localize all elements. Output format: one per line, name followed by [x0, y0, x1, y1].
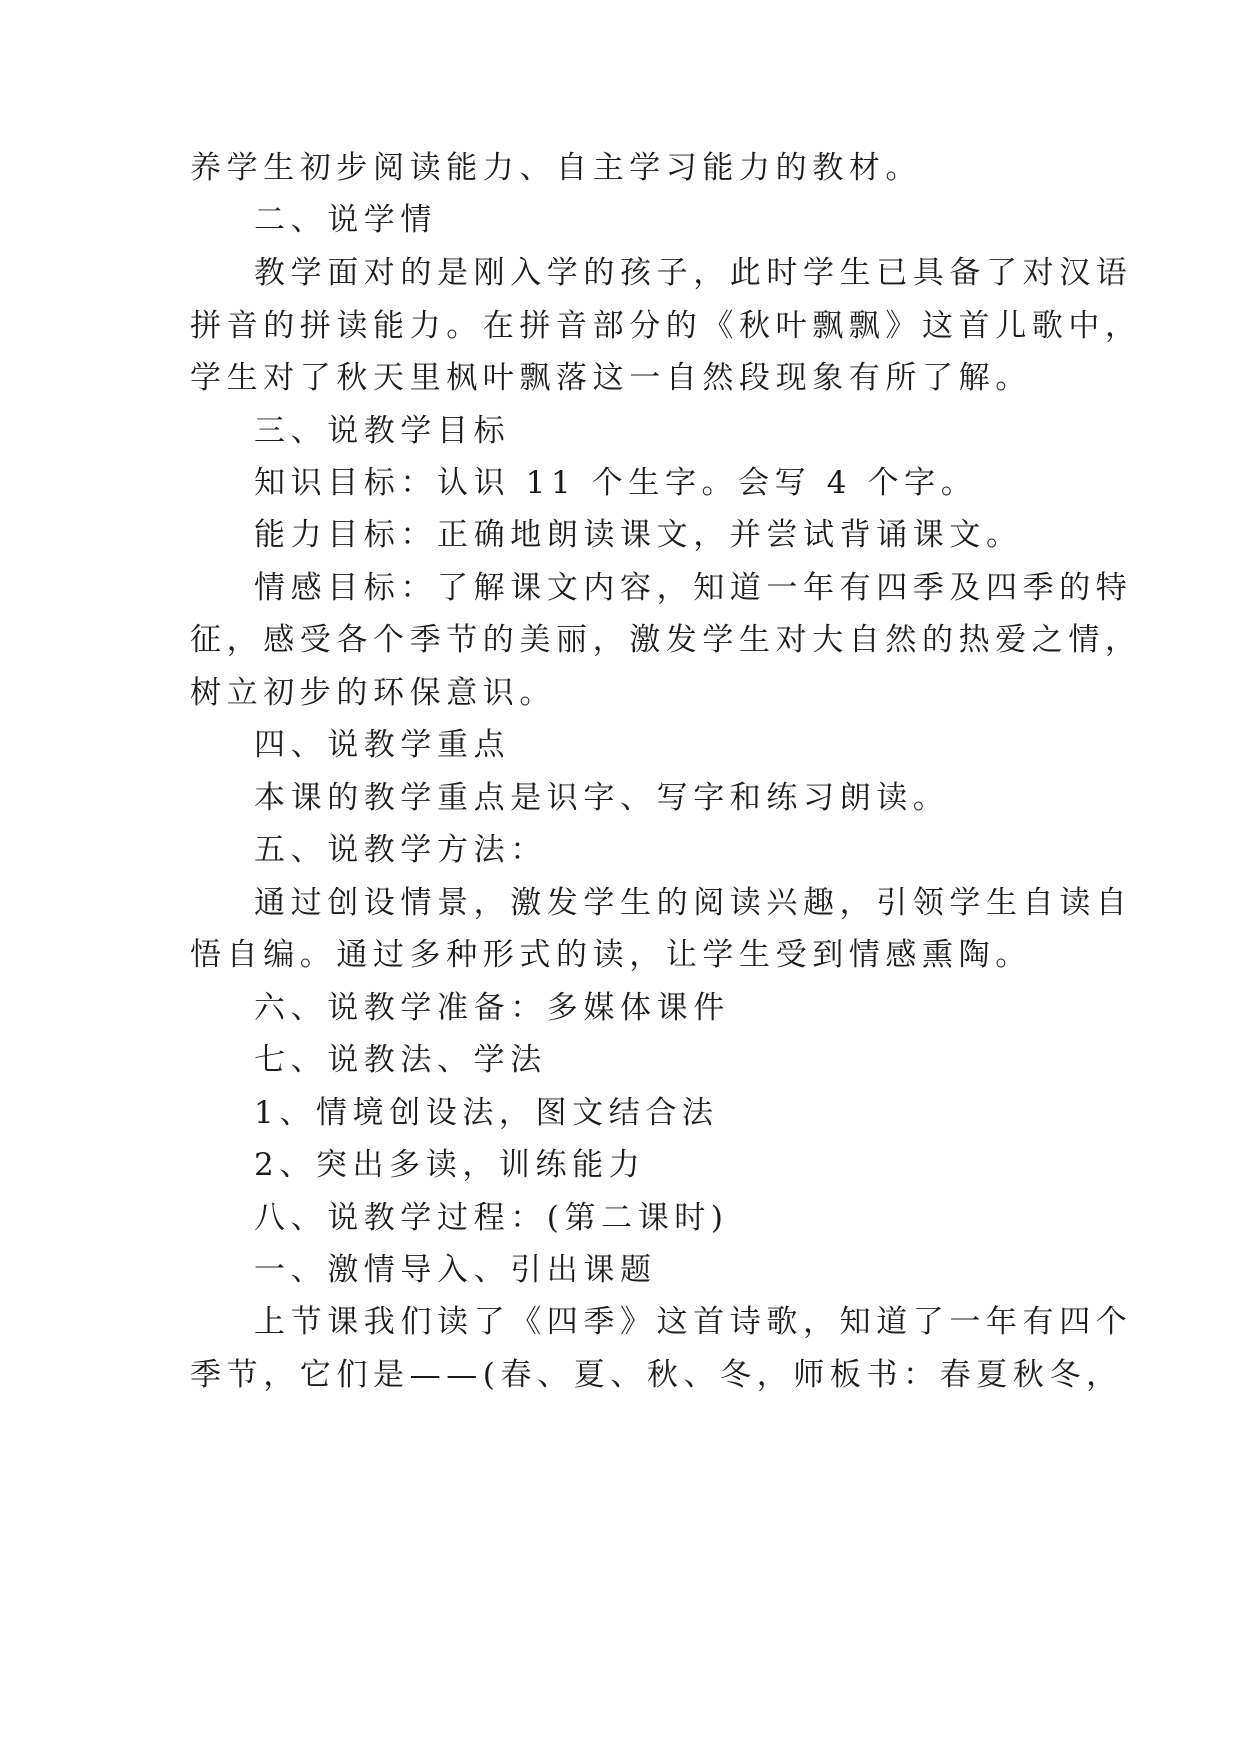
section-heading: 七、说教法、学法 — [254, 1042, 547, 1078]
section-heading: 六、说教学准备：多媒体课件 — [254, 990, 730, 1026]
text-line: 上节课我们读了《四季》这首诗歌，知道了一年有四个 — [254, 1304, 1133, 1340]
text-line: 征，感受各个季节的美丽，激发学生对大自然的热爱之情， — [190, 622, 1142, 658]
text-line: 本课的教学重点是识字、写字和练习朗读。 — [254, 780, 950, 816]
text-line: 教学面对的是刚入学的孩子，此时学生已具备了对汉语 — [254, 255, 1133, 291]
list-item: 1、情境创设法，图文结合法 — [254, 1095, 719, 1131]
section-heading: 二、说学情 — [254, 202, 437, 238]
section-heading: 五、说教学方法： — [254, 832, 547, 868]
text-line: 悟自编。通过多种形式的读，让学生受到情感熏陶。 — [190, 937, 1032, 973]
text-line: 树立初步的环保意识。 — [190, 675, 556, 711]
section-heading: 四、说教学重点 — [254, 727, 511, 763]
text-line: 养学生初步阅读能力、自主学习能力的教材。 — [190, 150, 922, 186]
text-line: 知识目标：认识 11 个生字。会写 4 个字。 — [254, 465, 978, 501]
text-line: 情感目标：了解课文内容，知道一年有四季及四季的特 — [254, 570, 1133, 606]
text-line: 季节，它们是——(春、夏、秋、冬，师板书：春夏秋冬， — [190, 1357, 1123, 1393]
text-line: 学生对了秋天里枫叶飘落这一自然段现象有所了解。 — [190, 360, 1032, 396]
section-heading: 一、激情导入、引出课题 — [254, 1252, 657, 1288]
section-heading: 三、说教学目标 — [254, 413, 511, 449]
text-line: 能力目标：正确地朗读课文，并尝试背诵课文。 — [254, 517, 1023, 553]
text-line: 通过创设情景，激发学生的阅读兴趣，引领学生自读自 — [254, 885, 1133, 921]
section-heading: 八、说教学过程：(第二课时) — [254, 1200, 729, 1236]
text-line: 拼音的拼读能力。在拼音部分的《秋叶飘飘》这首儿歌中， — [190, 308, 1142, 344]
list-item: 2、突出多读，训练能力 — [254, 1147, 646, 1183]
